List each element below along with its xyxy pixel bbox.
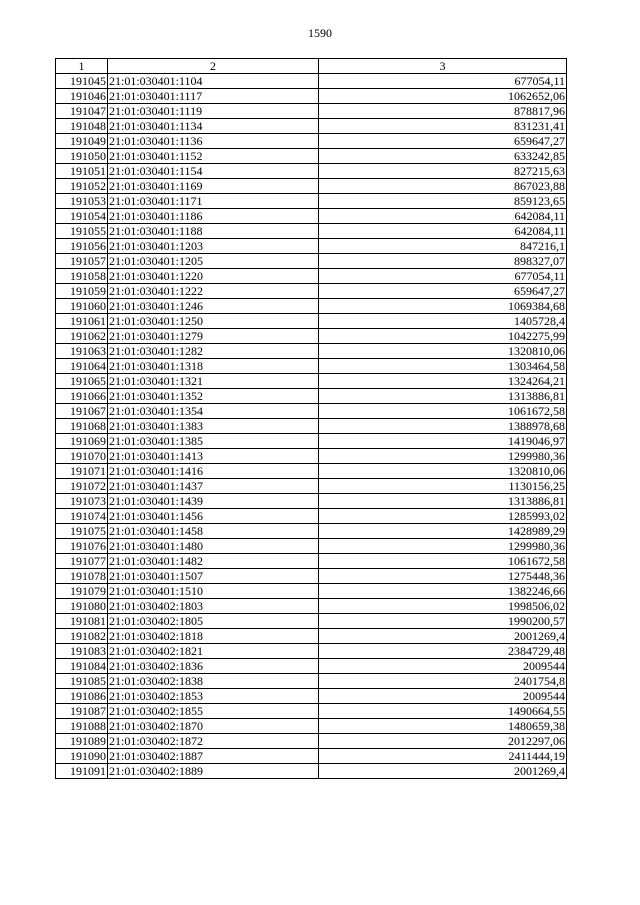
table-row — [56, 539, 567, 554]
cadastral-number-cell: 21:01:030401:1354 — [108, 404, 319, 419]
row-number-cell: 191046 — [56, 89, 108, 104]
cadastral-number-cell: 21:01:030401:1282 — [108, 344, 319, 359]
cadastral-number-cell: 21:01:030401:1169 — [108, 179, 319, 194]
row-number-cell: 191059 — [56, 284, 108, 299]
table-row — [56, 749, 567, 764]
value-cell: 1303464,58 — [319, 359, 567, 374]
value-cell: 633242,85 — [319, 149, 567, 164]
cadastral-number-cell: 21:01:030401:1203 — [108, 239, 319, 254]
value-cell: 1275448,36 — [319, 569, 567, 584]
table-row — [56, 719, 567, 734]
row-number-cell: 191088 — [56, 719, 108, 734]
table-row — [56, 269, 567, 284]
value-cell: 1069384,68 — [319, 299, 567, 314]
value-cell: 2411444,19 — [319, 749, 567, 764]
row-number-cell: 191085 — [56, 674, 108, 689]
value-cell: 2001269,4 — [319, 629, 567, 644]
cadastral-number-cell: 21:01:030401:1117 — [108, 89, 319, 104]
value-cell: 1042275,99 — [319, 329, 567, 344]
value-cell: 1062652,06 — [319, 89, 567, 104]
table-row — [56, 239, 567, 254]
cadastral-number-cell: 21:01:030401:1222 — [108, 284, 319, 299]
cadastral-number-cell: 21:01:030402:1838 — [108, 674, 319, 689]
table-row — [56, 299, 567, 314]
cadastral-number-cell: 21:01:030401:1104 — [108, 74, 319, 89]
cadastral-number-cell: 21:01:030401:1458 — [108, 524, 319, 539]
table-row — [56, 374, 567, 389]
value-cell: 659647,27 — [319, 284, 567, 299]
value-cell: 642084,11 — [319, 209, 567, 224]
row-number-cell: 191066 — [56, 389, 108, 404]
table-row — [56, 149, 567, 164]
table-row — [56, 389, 567, 404]
row-number-cell: 191047 — [56, 104, 108, 119]
cadastral-number-cell: 21:01:030401:1482 — [108, 554, 319, 569]
cadastral-number-cell: 21:01:030401:1154 — [108, 164, 319, 179]
table-row — [56, 359, 567, 374]
table-row — [56, 494, 567, 509]
cadastral-number-cell: 21:01:030401:1171 — [108, 194, 319, 209]
row-number-cell: 191069 — [56, 434, 108, 449]
row-number-cell: 191071 — [56, 464, 108, 479]
table-row — [56, 314, 567, 329]
value-cell: 1388978,68 — [319, 419, 567, 434]
table-row — [56, 524, 567, 539]
table-row — [56, 344, 567, 359]
cadastral-number-cell: 21:01:030401:1413 — [108, 449, 319, 464]
row-number-cell: 191078 — [56, 569, 108, 584]
row-number-cell: 191063 — [56, 344, 108, 359]
table-row — [56, 104, 567, 119]
row-number-cell: 191082 — [56, 629, 108, 644]
row-number-cell: 191064 — [56, 359, 108, 374]
row-number-cell: 191083 — [56, 644, 108, 659]
value-cell: 2012297,06 — [319, 734, 567, 749]
row-number-cell: 191079 — [56, 584, 108, 599]
value-cell: 677054,11 — [319, 74, 567, 89]
row-number-cell: 191084 — [56, 659, 108, 674]
row-number-cell: 191049 — [56, 134, 108, 149]
table-body — [56, 74, 567, 779]
cadastral-number-cell: 21:01:030401:1383 — [108, 419, 319, 434]
row-number-cell: 191086 — [56, 689, 108, 704]
value-cell: 1990200,57 — [319, 614, 567, 629]
table-row — [56, 674, 567, 689]
row-number-cell: 191058 — [56, 269, 108, 284]
table-row — [56, 599, 567, 614]
cadastral-number-cell: 21:01:030401:1205 — [108, 254, 319, 269]
cadastral-number-cell: 21:01:030402:1803 — [108, 599, 319, 614]
row-number-cell: 191052 — [56, 179, 108, 194]
cadastral-number-cell: 21:01:030402:1887 — [108, 749, 319, 764]
table-header — [56, 59, 567, 74]
row-number-cell: 191074 — [56, 509, 108, 524]
table-row — [56, 509, 567, 524]
table-row — [56, 704, 567, 719]
cadastral-number-cell: 21:01:030402:1836 — [108, 659, 319, 674]
row-number-cell: 191056 — [56, 239, 108, 254]
value-cell: 1320810,06 — [319, 464, 567, 479]
table-row — [56, 119, 567, 134]
row-number-cell: 191057 — [56, 254, 108, 269]
row-number-cell: 191055 — [56, 224, 108, 239]
table-row — [56, 764, 567, 779]
cadastral-number-cell: 21:01:030401:1188 — [108, 224, 319, 239]
row-number-cell: 191051 — [56, 164, 108, 179]
row-number-cell: 191081 — [56, 614, 108, 629]
value-cell: 2384729,48 — [319, 644, 567, 659]
cadastral-number-cell: 21:01:030401:1352 — [108, 389, 319, 404]
row-number-cell: 191062 — [56, 329, 108, 344]
row-number-cell: 191072 — [56, 479, 108, 494]
cadastral-number-cell: 21:01:030401:1507 — [108, 569, 319, 584]
cadastral-number-cell: 21:01:030401:1318 — [108, 359, 319, 374]
table-row — [56, 194, 567, 209]
value-cell: 1313886,81 — [319, 389, 567, 404]
table-row — [56, 284, 567, 299]
table-row — [56, 554, 567, 569]
table-row — [56, 419, 567, 434]
value-cell: 827215,63 — [319, 164, 567, 179]
value-cell: 659647,27 — [319, 134, 567, 149]
value-cell: 1405728,4 — [319, 314, 567, 329]
table-row — [56, 689, 567, 704]
value-cell: 1419046,97 — [319, 434, 567, 449]
row-number-cell: 191060 — [56, 299, 108, 314]
cadastral-number-cell: 21:01:030401:1250 — [108, 314, 319, 329]
cadastral-number-cell: 21:01:030402:1853 — [108, 689, 319, 704]
cadastral-number-cell: 21:01:030402:1870 — [108, 719, 319, 734]
row-number-cell: 191068 — [56, 419, 108, 434]
column-header-1: 1 — [56, 59, 108, 74]
cadastral-number-cell: 21:01:030401:1119 — [108, 104, 319, 119]
cadastral-number-cell: 21:01:030401:1385 — [108, 434, 319, 449]
table-row — [56, 134, 567, 149]
value-cell: 1480659,38 — [319, 719, 567, 734]
table-row — [56, 614, 567, 629]
value-cell: 1428989,29 — [319, 524, 567, 539]
table-row — [56, 479, 567, 494]
table-row — [56, 164, 567, 179]
cadastral-number-cell: 21:01:030402:1889 — [108, 764, 319, 779]
value-cell: 1299980,36 — [319, 449, 567, 464]
cadastral-number-cell: 21:01:030401:1480 — [108, 539, 319, 554]
value-cell: 1285993,02 — [319, 509, 567, 524]
table-row — [56, 74, 567, 89]
value-cell: 2009544 — [319, 689, 567, 704]
table-row — [56, 644, 567, 659]
value-cell: 1382246,66 — [319, 584, 567, 599]
row-number-cell: 191053 — [56, 194, 108, 209]
cadastral-number-cell: 21:01:030401:1321 — [108, 374, 319, 389]
row-number-cell: 191076 — [56, 539, 108, 554]
cadastral-number-cell: 21:01:030401:1134 — [108, 119, 319, 134]
table-row — [56, 89, 567, 104]
value-cell: 1324264,21 — [319, 374, 567, 389]
cadastral-number-cell: 21:01:030402:1855 — [108, 704, 319, 719]
table-row — [56, 659, 567, 674]
cadastral-number-cell: 21:01:030401:1152 — [108, 149, 319, 164]
column-header-3: 3 — [319, 59, 567, 74]
value-cell: 1313886,81 — [319, 494, 567, 509]
value-cell: 867023,88 — [319, 179, 567, 194]
table-row — [56, 584, 567, 599]
row-number-cell: 191090 — [56, 749, 108, 764]
cadastral-number-cell: 21:01:030401:1510 — [108, 584, 319, 599]
table-row — [56, 734, 567, 749]
cadastral-number-cell: 21:01:030401:1136 — [108, 134, 319, 149]
row-number-cell: 191075 — [56, 524, 108, 539]
table-row — [56, 434, 567, 449]
value-cell: 898327,07 — [319, 254, 567, 269]
value-cell: 1299980,36 — [319, 539, 567, 554]
cadastral-number-cell: 21:01:030401:1279 — [108, 329, 319, 344]
value-cell: 642084,11 — [319, 224, 567, 239]
cadastral-number-cell: 21:01:030401:1456 — [108, 509, 319, 524]
row-number-cell: 191048 — [56, 119, 108, 134]
row-number-cell: 191080 — [56, 599, 108, 614]
value-cell: 1061672,58 — [319, 554, 567, 569]
row-number-cell: 191065 — [56, 374, 108, 389]
value-cell: 1998506,02 — [319, 599, 567, 614]
value-cell: 1061672,58 — [319, 404, 567, 419]
row-number-cell: 191077 — [56, 554, 108, 569]
row-number-cell: 191089 — [56, 734, 108, 749]
row-number-cell: 191073 — [56, 494, 108, 509]
cadastral-number-cell: 21:01:030402:1805 — [108, 614, 319, 629]
cadastral-number-cell: 21:01:030401:1416 — [108, 464, 319, 479]
row-number-cell: 191091 — [56, 764, 108, 779]
column-header-2: 2 — [108, 59, 319, 74]
row-number-cell: 191070 — [56, 449, 108, 464]
table-row — [56, 209, 567, 224]
table-row — [56, 179, 567, 194]
cadastral-number-cell: 21:01:030401:1246 — [108, 299, 319, 314]
data-table — [55, 58, 567, 779]
table-row — [56, 629, 567, 644]
table-row — [56, 329, 567, 344]
cadastral-number-cell: 21:01:030401:1220 — [108, 269, 319, 284]
table-row — [56, 569, 567, 584]
row-number-cell: 191061 — [56, 314, 108, 329]
value-cell: 831231,41 — [319, 119, 567, 134]
value-cell: 2401754,8 — [319, 674, 567, 689]
cadastral-number-cell: 21:01:030401:1437 — [108, 479, 319, 494]
cadastral-number-cell: 21:01:030402:1872 — [108, 734, 319, 749]
row-number-cell: 191045 — [56, 74, 108, 89]
value-cell: 677054,11 — [319, 269, 567, 284]
value-cell: 847216,1 — [319, 239, 567, 254]
cadastral-number-cell: 21:01:030401:1439 — [108, 494, 319, 509]
header-row — [56, 59, 567, 74]
value-cell: 2009544 — [319, 659, 567, 674]
value-cell: 878817,96 — [319, 104, 567, 119]
value-cell: 859123,65 — [319, 194, 567, 209]
page-number: 1590 — [308, 26, 332, 40]
row-number-cell: 191054 — [56, 209, 108, 224]
cadastral-number-cell: 21:01:030401:1186 — [108, 209, 319, 224]
value-cell: 2001269,4 — [319, 764, 567, 779]
value-cell: 1320810,06 — [319, 344, 567, 359]
table-row — [56, 464, 567, 479]
table-row — [56, 254, 567, 269]
value-cell: 1130156,25 — [319, 479, 567, 494]
row-number-cell: 191087 — [56, 704, 108, 719]
cadastral-number-cell: 21:01:030402:1821 — [108, 644, 319, 659]
table-row — [56, 404, 567, 419]
row-number-cell: 191067 — [56, 404, 108, 419]
table-row — [56, 224, 567, 239]
table-row — [56, 449, 567, 464]
cadastral-number-cell: 21:01:030402:1818 — [108, 629, 319, 644]
value-cell: 1490664,55 — [319, 704, 567, 719]
row-number-cell: 191050 — [56, 149, 108, 164]
